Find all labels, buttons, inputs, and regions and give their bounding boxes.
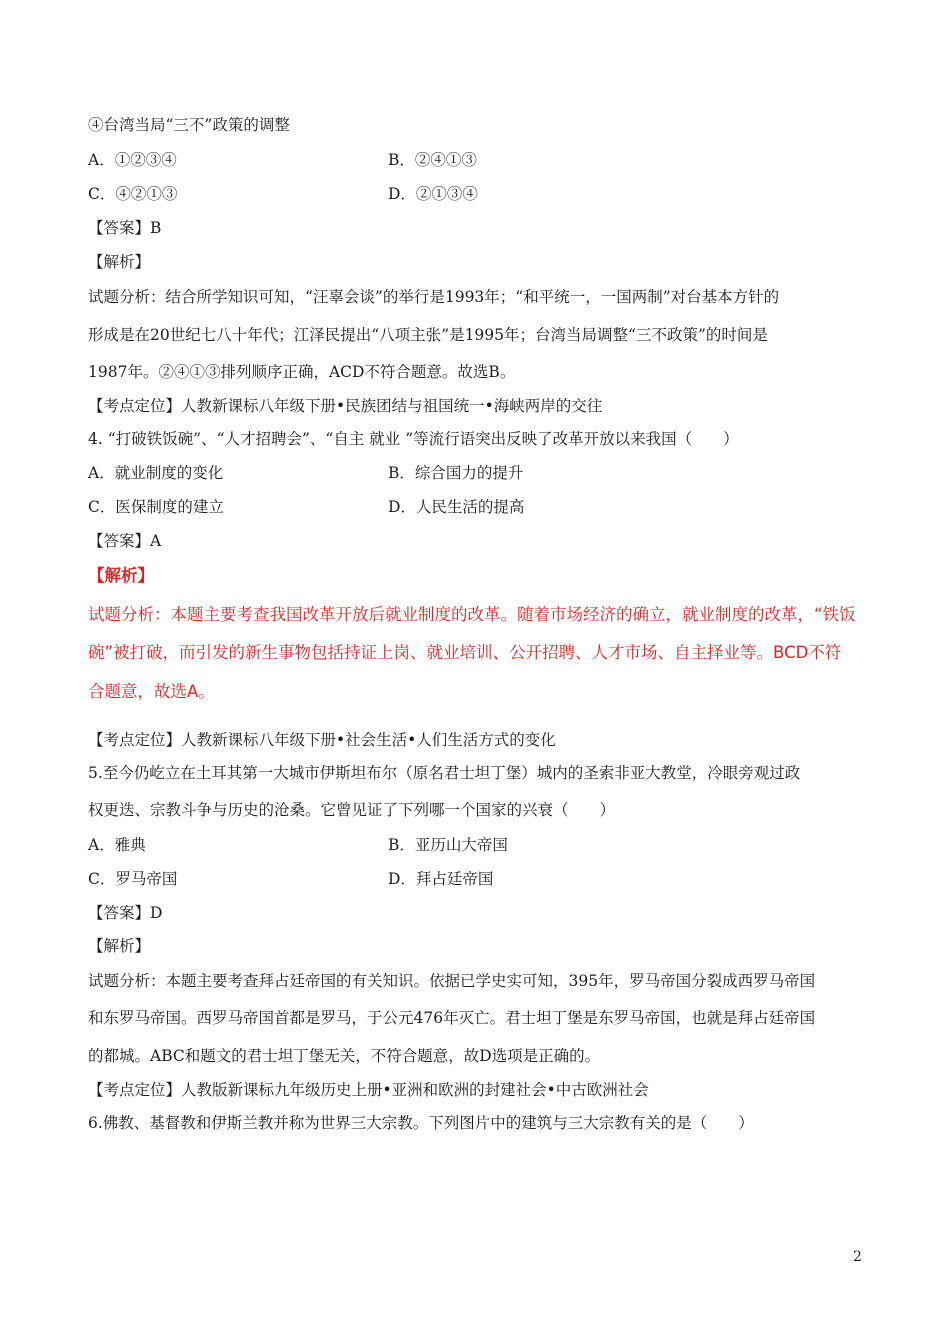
q5-question: 5.至今仍屹立在土耳其第一大城市伊斯坦布尔（原名君士坦丁堡）城内的圣索非亚大教堂，冷眼旁观过政 [88, 764, 801, 782]
q6-question: 6.佛教、基督教和伊斯兰教并称为世界三大宗教。下列图片中的建筑与三大宗教有关的是（ ） [88, 1114, 754, 1132]
q4-topic: 【考点定位】人教新课标八年级下册•社会生活•人们生活方式的变化 [88, 731, 556, 749]
q3-topic: 【考点定位】人教新课标八年级下册•民族团结与祖国统一•海峡两岸的交往 [88, 397, 603, 415]
q5-option-a: A．雅典 [88, 836, 146, 854]
q3-analysis-line: 试题分析：结合所学知识可知，“汪辜会谈”的举行是1993年；“和平统一，一国两制”对台基本方针的 [88, 288, 780, 306]
q4-analysis-line: 试题分析：本题主要考查我国改革开放后就业制度的改革。随着市场经济的确立，就业制度的改革，“铁饭 [88, 605, 856, 624]
q3-option-c: C．④②①③ [88, 185, 178, 203]
q4-analysis-heading: 【解析】 [88, 566, 154, 585]
q4-analysis-line: 碗”被打破，而引发的新生事物包括持证上岗、就业培训、公开招聘、人才市场、自主择业等。BCD不符 [88, 643, 842, 662]
q4-analysis-line: 合题意，故选A。 [88, 682, 215, 701]
q5-option-c: C．罗马帝国 [88, 870, 178, 888]
q5-analysis-heading: 【解析】 [88, 937, 151, 955]
q5-option-b: B．亚历山大帝国 [388, 836, 508, 854]
q5-analysis-line: 的都城。ABC和题文的君士坦丁堡无关，不符合题意，故D选项是正确的。 [88, 1047, 601, 1065]
q5-option-d: D．拜占廷帝国 [388, 870, 494, 888]
q3-option-d: D．②①③④ [388, 185, 478, 203]
q3-analysis-line: 形成是在20世纪七八十年代；江泽民提出“八项主张”是1995年；台湾当局调整“三不政策”的时间是 [88, 326, 768, 344]
q5-answer: 【答案】D [88, 904, 163, 922]
q5-analysis-line: 试题分析：本题主要考查拜占廷帝国的有关知识。依据已学史实可知，395年，罗马帝国分裂成西罗马帝国 [88, 972, 816, 990]
option-line: ④台湾当局“三不”政策的调整 [88, 116, 290, 134]
q4-option-b: B．综合国力的提升 [388, 464, 524, 482]
q4-option-c: C．医保制度的建立 [88, 498, 224, 516]
q4-answer: 【答案】A [88, 532, 162, 550]
q5-analysis-line: 和东罗马帝国。西罗马帝国首都是罗马，于公元476年灭亡。君士坦丁堡是东罗马帝国，也就是拜占廷帝国 [88, 1009, 816, 1027]
q3-option-a: A．①②③④ [88, 151, 177, 169]
page-number: 2 [853, 1249, 862, 1265]
q4-option-d: D．人民生活的提高 [388, 498, 525, 516]
q5-question: 权更迭、宗教斗争与历史的沧桑。它曾见证了下列哪一个国家的兴衰（ ） [88, 801, 616, 819]
q5-topic: 【考点定位】人教版新课标九年级历史上册•亚洲和欧洲的封建社会•中古欧洲社会 [88, 1081, 649, 1099]
q4-question: 4. “打破铁饭碗”、“人才招聘会”、“自主 就业 ”等流行语突出反映了改革开放以来我国（ ） [88, 430, 739, 448]
q3-answer: 【答案】B [88, 219, 162, 237]
q3-option-b: B．②④①③ [388, 151, 477, 169]
q3-analysis-heading: 【解析】 [88, 253, 151, 271]
q4-option-a: A．就业制度的变化 [88, 464, 224, 482]
q3-analysis-line: 1987年。②④①③排列顺序正确，ACD不符合题意。故选B。 [88, 363, 516, 381]
